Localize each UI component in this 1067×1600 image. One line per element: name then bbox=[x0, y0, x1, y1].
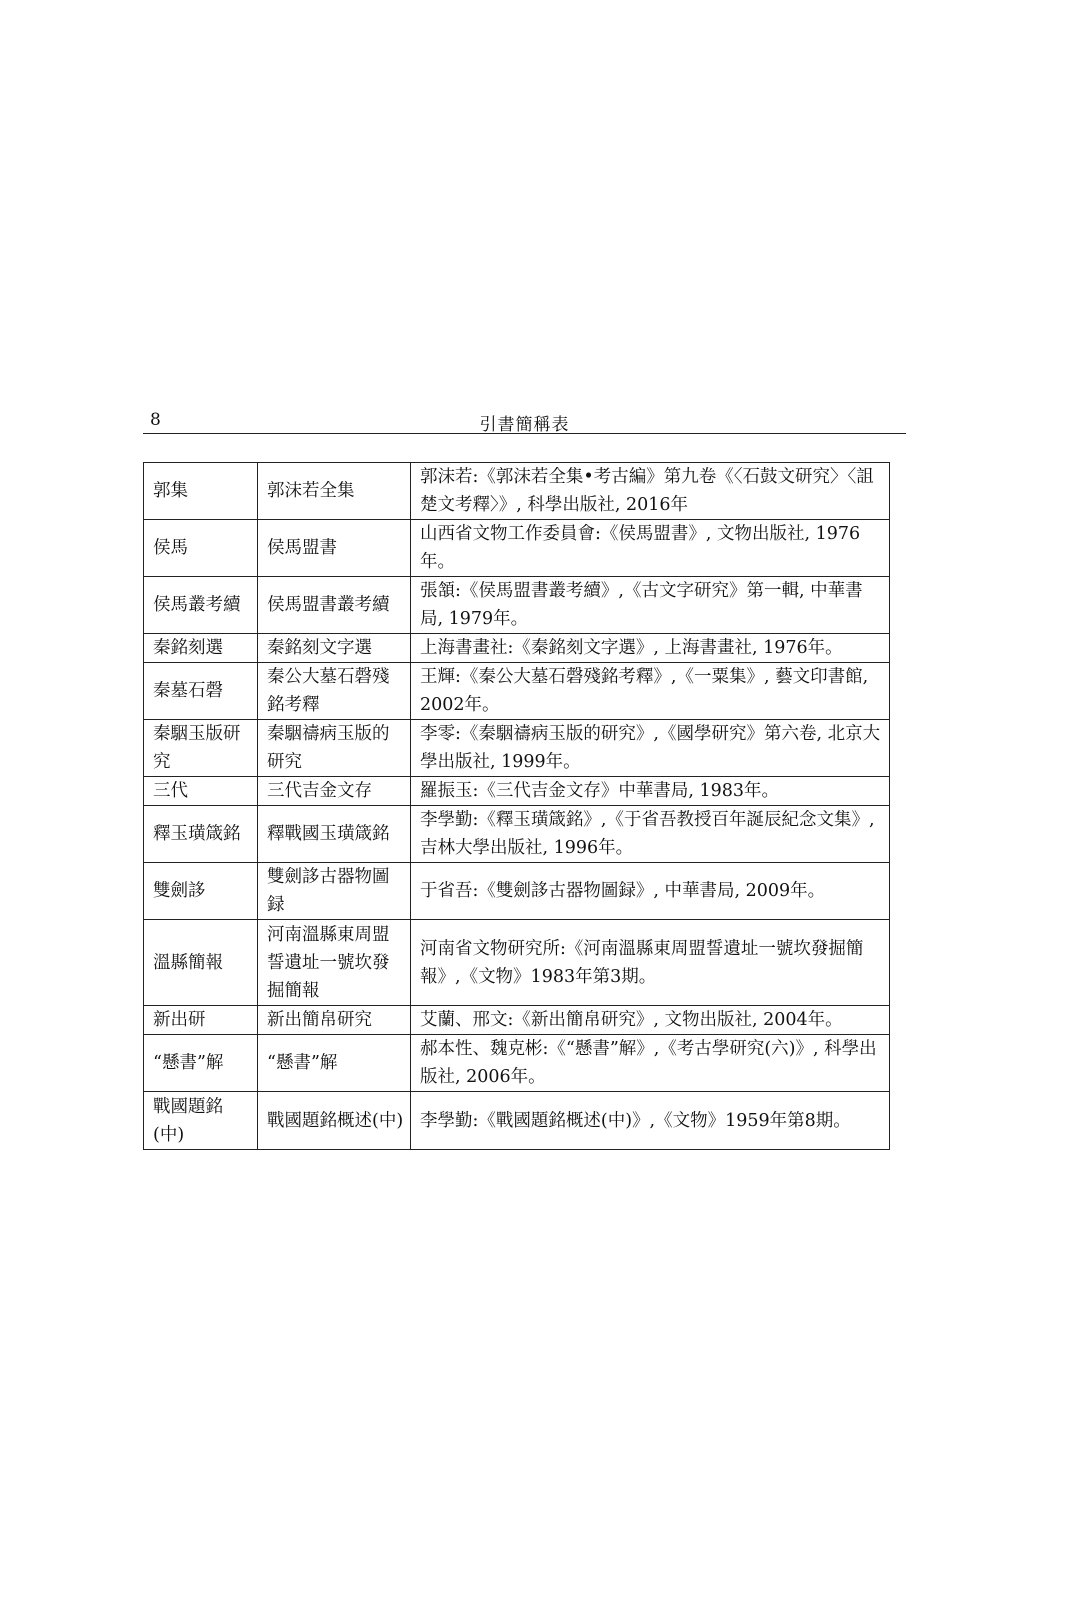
citation-cell: 李零:《秦駰禱病玉版的研究》,《國學研究》第六卷, 北京大學出版社, 1999年。 bbox=[411, 720, 890, 777]
full-title-cell: “懸書”解 bbox=[258, 1035, 411, 1092]
abbreviation-cell: 侯馬叢考續 bbox=[144, 577, 258, 634]
citation-cell: 于省吾:《雙劍誃古器物圖録》, 中華書局, 2009年。 bbox=[411, 863, 890, 920]
full-title-cell: 釋戰國玉璜箴銘 bbox=[258, 806, 411, 863]
table-row bbox=[144, 663, 890, 720]
abbreviation-cell: 秦墓石磬 bbox=[144, 663, 258, 720]
full-title-cell: 三代吉金文存 bbox=[258, 777, 411, 806]
table-row bbox=[144, 520, 890, 577]
abbreviation-cell: 侯馬 bbox=[144, 520, 258, 577]
table-row bbox=[144, 863, 890, 920]
full-title-cell: 雙劍誃古器物圖録 bbox=[258, 863, 411, 920]
full-title-cell: 秦駰禱病玉版的研究 bbox=[258, 720, 411, 777]
full-title-cell: 秦銘刻文字選 bbox=[258, 634, 411, 663]
full-title-cell: 河南溫縣東周盟誓遺址一號坎發掘簡報 bbox=[258, 920, 411, 1006]
full-title-cell: 郭沫若全集 bbox=[258, 463, 411, 520]
table-row bbox=[144, 920, 890, 1006]
abbreviation-cell: 秦銘刻選 bbox=[144, 634, 258, 663]
full-title-cell: 侯馬盟書 bbox=[258, 520, 411, 577]
table-row bbox=[144, 720, 890, 777]
citation-cell: 河南省文物研究所:《河南溫縣東周盟誓遺址一號坎發掘簡報》,《文物》1983年第3期。 bbox=[411, 920, 890, 1006]
citation-cell: 郭沫若:《郭沫若全集•考古編》第九卷《〈石鼓文研究〉〈詛楚文考釋〉》, 科學出版社, 2016年 bbox=[411, 463, 890, 520]
abbreviation-cell: 戰國題銘(中) bbox=[144, 1092, 258, 1150]
table-row bbox=[144, 1035, 890, 1092]
table-row bbox=[144, 463, 890, 520]
citation-cell: 李學勤:《釋玉璜箴銘》,《于省吾教授百年誕辰紀念文集》, 吉林大學出版社, 1996年。 bbox=[411, 806, 890, 863]
table-row bbox=[144, 777, 890, 806]
table-row bbox=[144, 577, 890, 634]
citation-cell: 羅振玉:《三代吉金文存》中華書局, 1983年。 bbox=[411, 777, 890, 806]
citation-cell: 上海書畫社:《秦銘刻文字選》, 上海書畫社, 1976年。 bbox=[411, 634, 890, 663]
citation-cell: 郝本性、魏克彬:《“懸書”解》,《考古學研究(六)》, 科學出版社, 2006年。 bbox=[411, 1035, 890, 1092]
abbreviation-cell: 雙劍誃 bbox=[144, 863, 258, 920]
citation-cell: 張頷:《侯馬盟書叢考續》,《古文字研究》第一輯, 中華書局, 1979年。 bbox=[411, 577, 890, 634]
page-number: 8 bbox=[150, 410, 161, 430]
abbreviation-cell: 秦駰玉版研究 bbox=[144, 720, 258, 777]
citation-cell: 李學勤:《戰國題銘概述(中)》,《文物》1959年第8期。 bbox=[411, 1092, 890, 1150]
table-row bbox=[144, 1006, 890, 1035]
abbreviation-table bbox=[143, 462, 890, 1150]
page-header bbox=[143, 409, 906, 434]
citation-cell: 山西省文物工作委員會:《侯馬盟書》, 文物出版社, 1976年。 bbox=[411, 520, 890, 577]
citation-cell: 艾蘭、邢文:《新出簡帛研究》, 文物出版社, 2004年。 bbox=[411, 1006, 890, 1035]
abbreviation-cell: “懸書”解 bbox=[144, 1035, 258, 1092]
abbreviation-cell: 郭集 bbox=[144, 463, 258, 520]
abbreviation-cell: 三代 bbox=[144, 777, 258, 806]
full-title-cell: 侯馬盟書叢考續 bbox=[258, 577, 411, 634]
abbreviation-cell: 新出研 bbox=[144, 1006, 258, 1035]
citation-cell: 王輝:《秦公大墓石磬殘銘考釋》,《一粟集》, 藝文印書館, 2002年。 bbox=[411, 663, 890, 720]
table-row bbox=[144, 634, 890, 663]
abbreviation-cell: 釋玉璜箴銘 bbox=[144, 806, 258, 863]
abbreviation-cell: 溫縣簡報 bbox=[144, 920, 258, 1006]
table-row bbox=[144, 1092, 890, 1150]
table-row bbox=[144, 806, 890, 863]
full-title-cell: 秦公大墓石磬殘銘考釋 bbox=[258, 663, 411, 720]
full-title-cell: 新出簡帛研究 bbox=[258, 1006, 411, 1035]
running-title: 引書簡稱表 bbox=[479, 415, 570, 435]
full-title-cell: 戰國題銘概述(中) bbox=[258, 1092, 411, 1150]
